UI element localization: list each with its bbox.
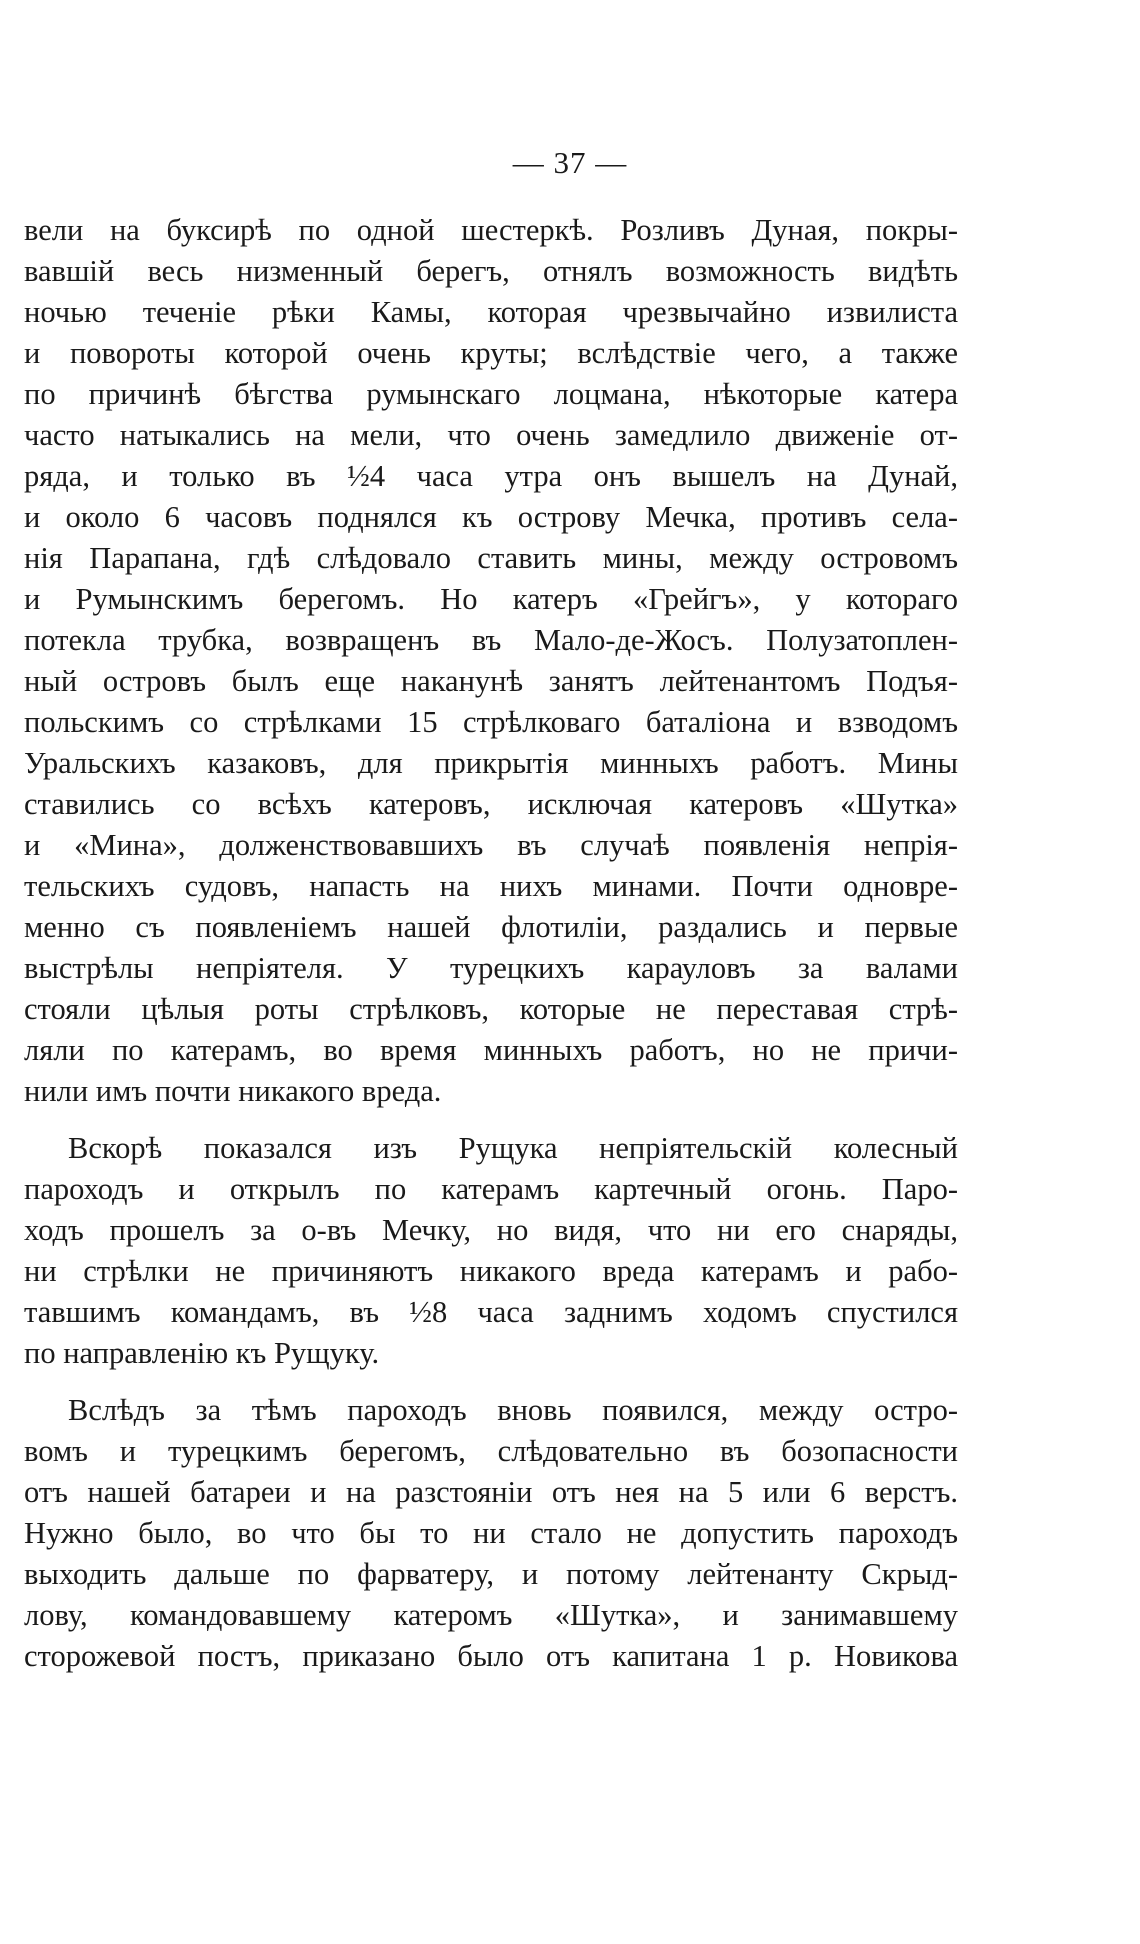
text-line: ночью теченіе рѣки Камы, которая чрезвычайно извилиста [24,295,958,329]
text-line: пароходъ и открылъ по катерамъ картечный огонь. Паро- [24,1172,958,1206]
page-number: — 37 — [512,145,628,180]
paragraph-1 [24,210,958,1112]
text-line: сторожевой постъ, приказано было отъ капитана 1 р. Новикова [24,1639,958,1673]
text-line: тельскихъ судовъ, напасть на нихъ минами. Почти одновре- [24,869,958,903]
text-line: вели на буксирѣ по одной шестеркѣ. Розливъ Дуная, покры- [24,213,958,247]
text-line: нили имъ почти никакого вреда. [24,1074,442,1108]
text-line: Вскорѣ показался изъ Рущука непріятельскій колесный [68,1131,958,1165]
body-text [24,210,958,1677]
text-line: нія Парапана, гдѣ слѣдовало ставить мины, между островомъ [24,541,958,575]
text-line: вомъ и турецкимъ берегомъ, слѣдовательно въ бозопасности [24,1434,958,1468]
text-line: стояли цѣлыя роты стрѣлковъ, которые не переставая стрѣ- [24,992,958,1026]
text-line: выходить дальше по фарватеру, и потому лейтенанту Скрыд- [24,1557,958,1591]
text-line: ставились со всѣхъ катеровъ, исключая катеровъ «Шутка» [24,787,958,821]
text-line: выстрѣлы непріятеля. У турецкихъ карауловъ за валами [24,951,958,985]
text-line: по направленію къ Рущуку. [24,1336,380,1370]
paragraph-2 [24,1128,958,1374]
text-line: по причинѣ бѣгства румынскаго лоцмана, нѣкоторые катера [24,377,958,411]
text-line: и повороты которой очень круты; вслѣдствіе чего, а также [24,336,958,370]
text-line: Нужно было, во что бы то ни стало не допустить пароходъ [24,1516,958,1550]
text-line: часто натыкались на мели, что очень замедлило движеніе от- [24,418,958,452]
text-line: ряда, и только въ ½4 часа утра онъ вышелъ на Дунай, [24,459,958,493]
text-line: ный островъ былъ еще наканунѣ занятъ лейтенантомъ Подъя- [24,664,958,698]
text-line: польскимъ со стрѣлками 15 стрѣлковаго баталіона и взводомъ [24,705,958,739]
text-line: лову, командовавшему катеромъ «Шутка», и занимавшему [24,1598,958,1632]
text-line: и «Мина», долженствовавшихъ въ случаѣ появленія непрія- [24,828,958,862]
text-line: и около 6 часовъ поднялся къ острову Мечка, противъ села- [24,500,958,534]
text-line: Вслѣдъ за тѣмъ пароходъ вновь появился, между остро- [68,1393,958,1427]
text-line: и Румынскимъ берегомъ. Но катеръ «Грейгъ», у котораго [24,582,958,616]
text-line: отъ нашей батареи и на разстояніи отъ нея на 5 или 6 верстъ. [24,1475,958,1509]
text-line: ни стрѣлки не причиняютъ никакого вреда катерамъ и рабо- [24,1254,958,1288]
text-line: потекла трубка, возвращенъ въ Мало-де-Жосъ. Полузатоплен- [24,623,958,657]
text-line: менно съ появленіемъ нашей флотиліи, раздались и первые [24,910,958,944]
text-line: ляли по катерамъ, во время минныхъ работъ, но не причи- [24,1033,958,1067]
paragraph-3 [24,1390,958,1677]
text-line: вавшій весь низменный берегъ, отнялъ возможность видѣть [24,254,958,288]
text-line: Уральскихъ казаковъ, для прикрытія минныхъ работъ. Мины [24,746,958,780]
text-line: тавшимъ командамъ, въ ½8 часа заднимъ ходомъ спустился [24,1295,958,1329]
text-line: ходъ прошелъ за о-въ Мечку, но видя, что ни его снаряды, [24,1213,958,1247]
